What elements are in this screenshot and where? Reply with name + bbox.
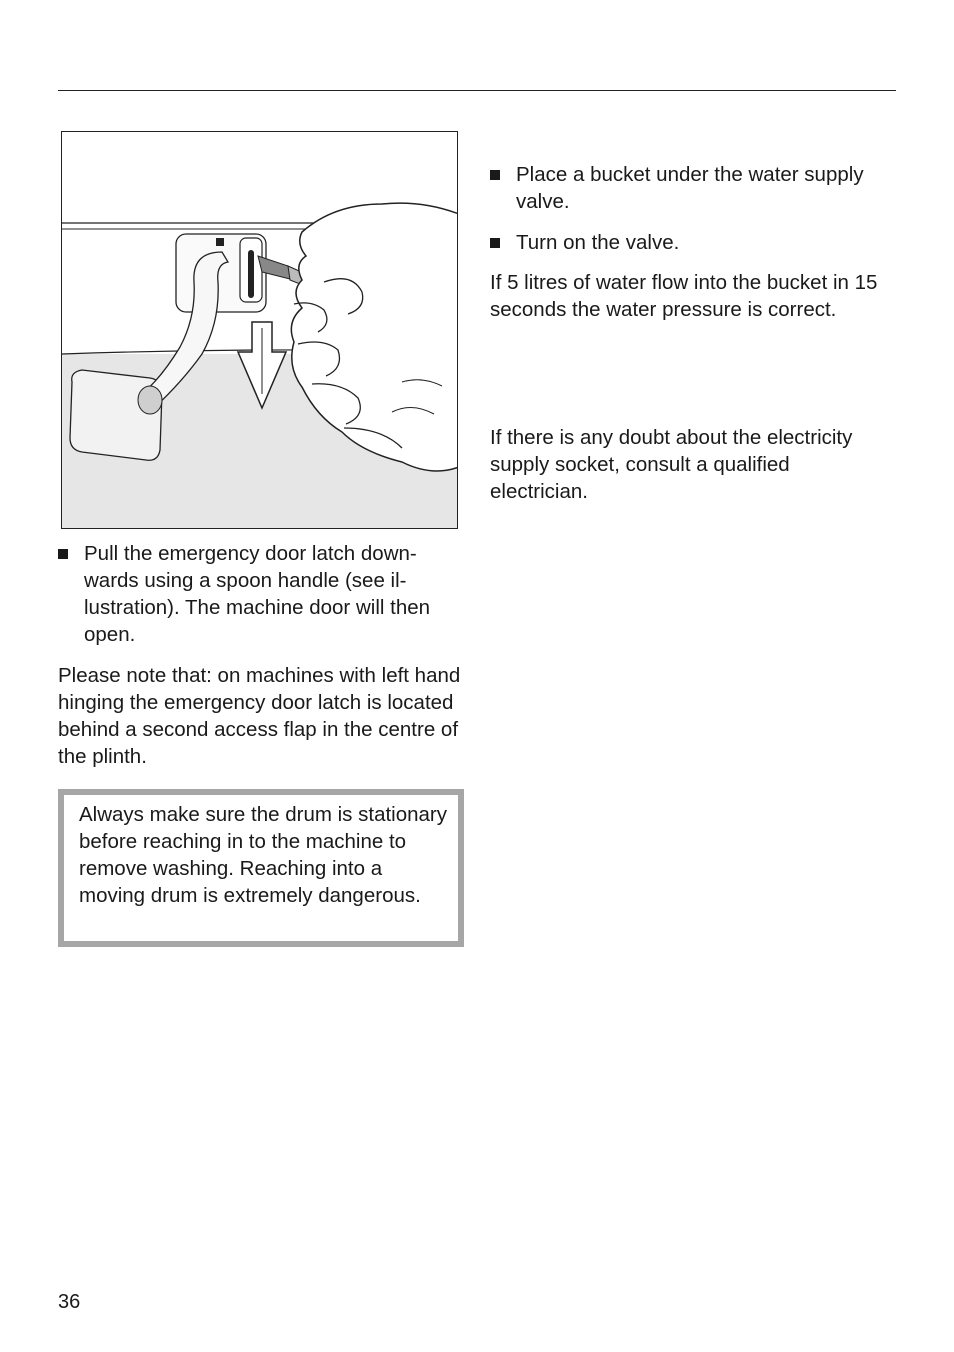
- bullet-square-icon: [490, 238, 500, 248]
- page-number: 36: [58, 1291, 81, 1313]
- bullet-turn-on-valve-text: Turn on the valve.: [516, 231, 680, 254]
- bullet-pull-latch-text: Pull the emergency door latch downwards using a spoon handle (see illustration). The machine door will then open.: [84, 542, 431, 646]
- bullet-square-icon: [58, 549, 68, 559]
- illustration-drawing: [62, 132, 458, 529]
- warning-text: Always make sure the drum is stationary before reaching in to the machine to remove washing. Reaching into a moving drum is extremely dangerous.: [79, 803, 447, 907]
- bullet-square-icon: [490, 170, 500, 180]
- water-pressure-text: If 5 litres of water flow into the bucket in 15 seconds the water pressure is correct.: [490, 271, 878, 321]
- emergency-latch-illustration: [61, 131, 458, 529]
- bullet-place-bucket-text: Place a bucket under the water supply valve.: [516, 163, 864, 213]
- left-hinge-note: Please note that: on machines with left hand hinging the emergency door latch is located behind a second access flap in the centre of the plinth.: [58, 664, 461, 768]
- electricity-supply-text: If there is any doubt about the electricity supply socket, consult a qualified electrician.: [490, 426, 853, 503]
- header-rule: [58, 90, 896, 91]
- warning-box: [58, 789, 464, 947]
